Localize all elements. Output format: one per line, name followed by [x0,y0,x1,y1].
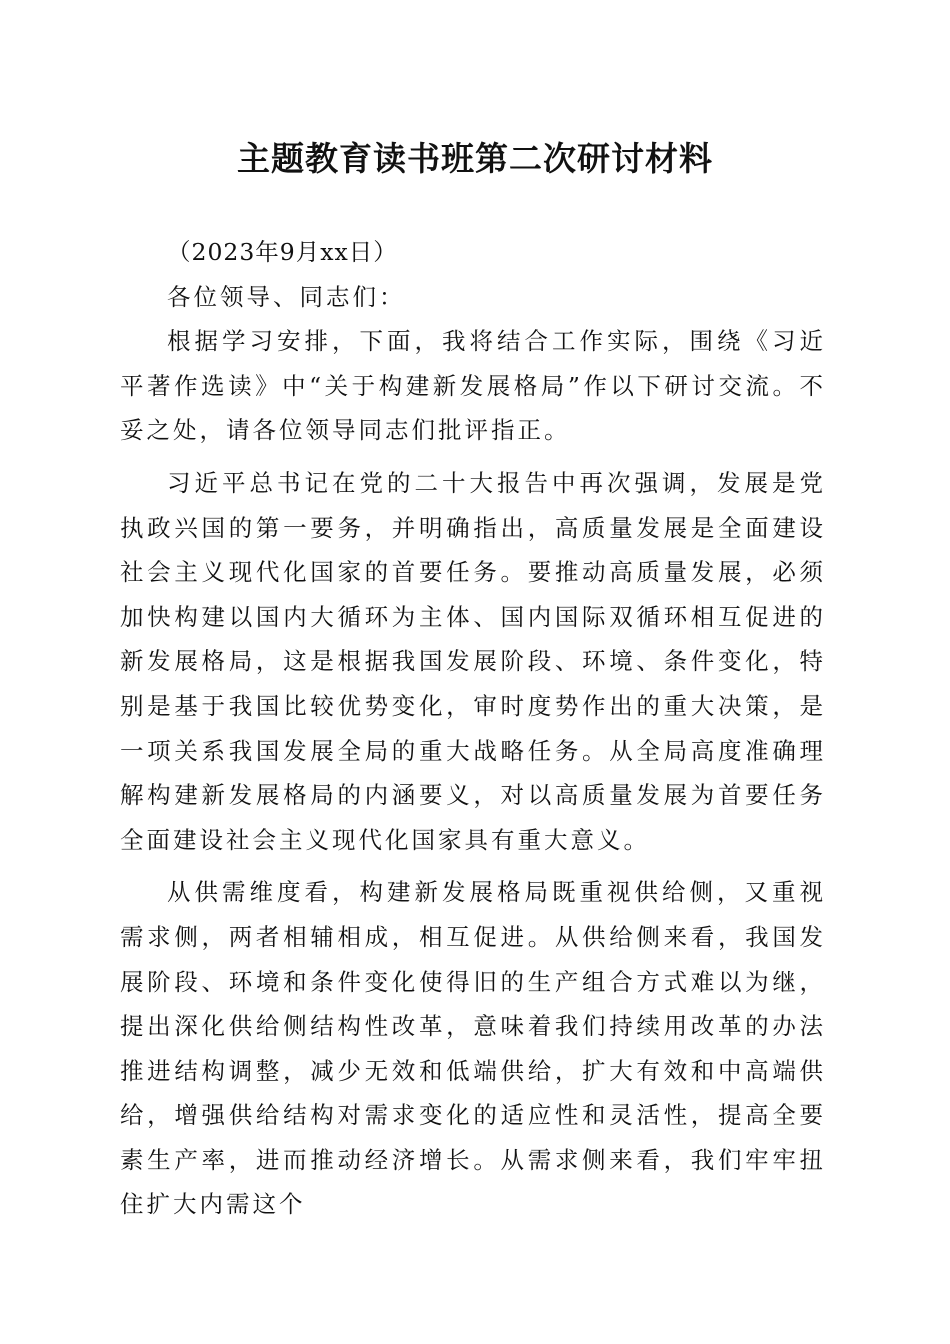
salutation: 各位领导、同志们： [167,282,406,311]
paragraph-intro: 根据学习安排，下面，我将结合工作实际，围绕《习近平著作选读》中“关于构建新发展格局”作以下研讨交流。不妥之处，请各位领导同志们批评指正。 [120,327,826,445]
document-title: 主题教育读书班第二次研讨材料 [237,139,713,178]
paragraph-3: 从供需维度看，构建新发展格局既重视供给侧，又重视需求侧，两者相辅相成，相互促进。从供给侧来看，我国发展阶段、环境和条件变化使得旧的生产组合方式难以为继，提出深化供给侧结构性改革，意味着我们持续用改革的办法推进结构调整，减少无效和低端供给，扩大有效和中高端供给，增强供给结构对需求变化的适应性和灵活性，提高全要素生产率，进而推动经济增长。从需求侧来看，我们牢牢扭住扩大内需这个 [120,878,826,1219]
document-body [120,230,826,1227]
paragraph-2: 习近平总书记在党的二十大报告中再次强调，发展是党执政兴国的第一要务，并明确指出，高质量发展是全面建设社会主义现代化国家的首要任务。要推动高质量发展，必须加快构建以国内大循环为主体、国内国际双循环相互促进的新发展格局，这是根据我国发展阶段、环境、条件变化，特别是基于我国比较优势变化，审时度势作出的重大决策，是一项关系我国发展全局的重大战略任务。从全局高度准确理解构建新发展格局的内涵要义，对以高质量发展为首要任务全面建设社会主义现代化国家具有重大意义。 [120,468,826,854]
document-date: （2023年9月xx日） [167,238,398,266]
